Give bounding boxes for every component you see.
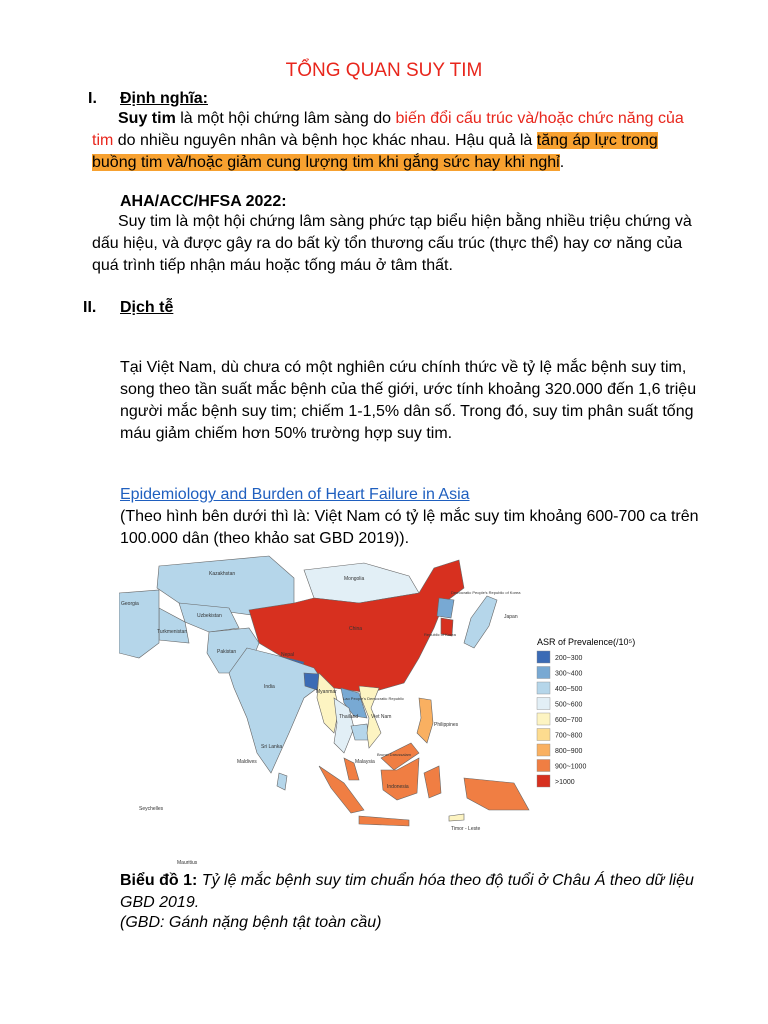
legend-swatch [537, 698, 550, 710]
label-brunei: Brunei Darussalam [377, 752, 412, 757]
legend-swatch [537, 667, 550, 679]
label-maldives: Maldives [237, 759, 257, 765]
label-turkmenistan: Turkmenistan [157, 629, 188, 635]
page-title: TỔNG QUAN SUY TIM [285, 60, 483, 81]
definition-paragraph [92, 108, 704, 174]
legend-swatch [537, 775, 550, 787]
epidemiology-paragraph: Tại Việt Nam, dù chưa có một nghiên cứu chính thức về tỷ lệ mắc bệnh suy tim, song theo tần suất mắc bệnh của thế giới, ước tính khoảng 320.000 đến 1,6 triệu người mắc bệnh suy tim; chiếm 1-1,5% dân số. Trong đó, suy tim phân suất tống máu giảm chiếm hơn 50% trường hợp suy tim. [120, 359, 697, 442]
legend-swatch [537, 744, 550, 756]
asia-prevalence-map [119, 548, 649, 868]
definition-text-end: . [559, 154, 565, 171]
label-mauritius: Mauritius [177, 860, 198, 866]
legend-label: 800~900 [555, 748, 583, 755]
legend-label: 500~600 [555, 701, 583, 709]
label-laos: Lao People's Democratic Republic [343, 696, 405, 701]
label-seychelles: Seychelles [139, 806, 164, 812]
map-note: (Theo hình bên dưới thì là: Việt Nam có tỷ lệ mắc suy tim khoảng 600-700 ca trên 100.000 dân (theo khảo sat GBD 2019)). [120, 508, 699, 547]
label-vietnam: Viet Nam [371, 714, 392, 720]
legend-swatch [537, 729, 550, 741]
label-philippines: Philippines [434, 722, 459, 728]
label-china: China [349, 626, 363, 632]
label-nepal: Nepal [281, 652, 295, 658]
label-malaysia: Malaysia [355, 759, 375, 765]
label-georgia: Georgia [121, 601, 139, 607]
label-india: India [264, 684, 275, 690]
definition-text-a: là một hội chứng lâm sàng do [175, 110, 396, 127]
label-pakistan: Pakistan [217, 649, 237, 655]
legend-label: 700~800 [555, 732, 583, 740]
legend-label: 900~1000 [555, 763, 587, 771]
legend-swatch [537, 651, 550, 663]
legend [537, 651, 586, 787]
label-north-korea: Democratic People's Republic of Korea [451, 590, 521, 595]
label-myanmar: Myanmar [316, 689, 337, 695]
section-2-number: II. [83, 299, 97, 316]
label-sri-lanka: Sri Lanka [261, 744, 283, 750]
legend-title: ASR of Prevalence(/10⁵) [537, 637, 636, 647]
section-1-heading: Định nghĩa: [120, 90, 208, 107]
legend-label: 400~500 [555, 686, 583, 693]
legend-label: 200~300 [555, 655, 583, 662]
caption-text: Tỷ lệ mắc bệnh suy tim chuẩn hóa theo độ tuổi ở Châu Á theo dữ liệu GBD 2019. [120, 872, 694, 911]
aha-subheading: AHA/ACC/HFSA 2022: [120, 193, 287, 210]
caption-label: Biểu đồ 1: [120, 872, 198, 889]
legend-label: 300~400 [555, 670, 583, 678]
label-kazakhstan: Kazakhstan [209, 571, 236, 577]
aha-definition-paragraph: Suy tim là một hội chứng lâm sàng phức tạp biểu hiện bằng nhiều triệu chứng và dấu hiệu, và được gây ra do bất kỳ tổn thương cấu trúc (thực thể) hay cơ năng của quá trình tiếp nhận máu hoặc tống máu ở tâm thất. [92, 213, 692, 274]
term-bold: Suy tim [118, 110, 176, 127]
section-1-number: I. [88, 90, 97, 107]
label-japan: Japan [504, 614, 518, 620]
caption-note: (GBD: Gánh nặng bệnh tật toàn cầu) [120, 914, 382, 931]
label-south-korea: Republic of Korea [424, 632, 456, 637]
label-timor-leste: Timor - Leste [451, 826, 481, 832]
definition-text-b: do nhiều nguyên nhân và bệnh học khác nhau. Hậu quả là [113, 132, 537, 149]
legend-swatch [537, 760, 550, 772]
reference-link[interactable]: Epidemiology and Burden of Heart Failure in Asia [120, 486, 470, 503]
label-indonesia: Indonesia [387, 784, 409, 790]
legend-swatch [537, 682, 550, 694]
figure-caption [120, 870, 710, 914]
legend-label: >1000 [555, 779, 575, 786]
north-korea-region [437, 598, 454, 618]
legend-swatch [537, 713, 550, 725]
label-uzbekistan: Uzbekistan [197, 613, 222, 619]
legend-label: 600~700 [555, 717, 583, 724]
definition-highlight-text: tăng áp lực trong buồng tim và/hoặc giảm cung lượng tim khi gắng sức hay khi nghỉ [92, 132, 658, 171]
label-mongolia: Mongolia [344, 576, 365, 582]
definition-red-text: biến đổi cấu trúc và/hoặc chức năng của tim [92, 110, 684, 149]
label-thailand: Thailand [339, 714, 359, 720]
section-2-heading: Dịch tễ [120, 299, 174, 316]
